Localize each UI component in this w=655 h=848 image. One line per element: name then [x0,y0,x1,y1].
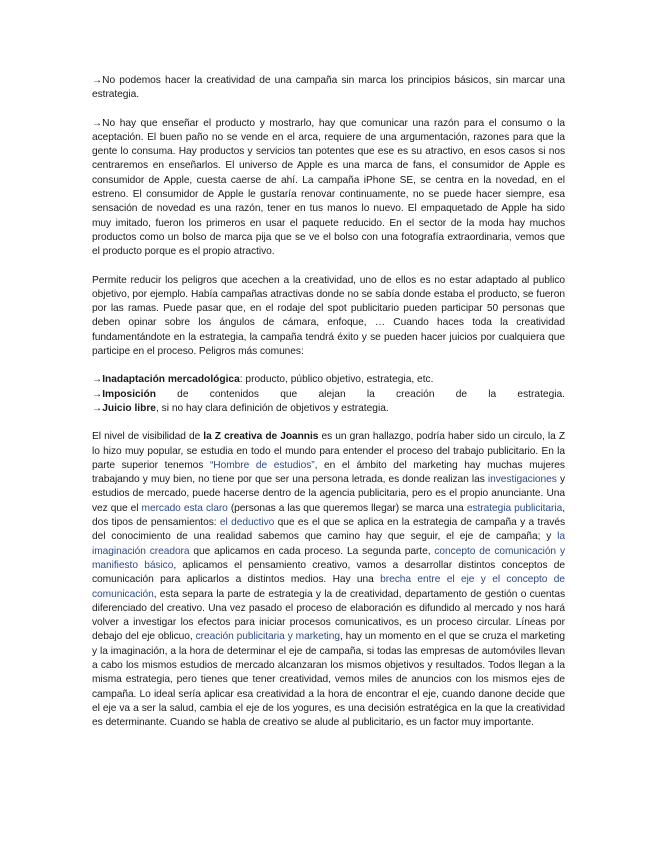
paragraph-product-reason: →No hay que enseñar el producto y mostrarlo, hay que comunicar una razón para el consumo o la aceptación. El buen paño no se vende en el arca, requiere de una argumentación, razones para que la gente lo consuma. Hay productos y servicios tan potentes que ese es su atractivo, en esos casos si nos centraremos en enseñarlos. El universo de Apple es una marca de fans, el consumidor de Apple es consumidor de Apple, cuesta caerse de ahí. La campaña iPhone SE, se centra en la novedad, en el estreno. El consumidor de Apple le gustaría renovar continuamente, no se puede hacer siempre, esa sensación de novedad es una razón, tener en tus manos lo nuevo. El empaquetado de Apple ha sido muy imitado, fueron los primeros en usar el paquete reducido. En el sector de la moda hay muchos productos como un bolso de marca pija que se ve el bolso con una fotografía extraordinaria, vemos que el producto porque es el propio atractivo. [92,117,565,258]
highlight-term: mercado esta claro [141,502,228,514]
text-run: , esta separa la parte de estrategia y la de creatividad, departamento de gestión o cuentas diferenciado del creativo. Una vez pasado el proceso de elaboración es difundido al mercado y nos hará volver a investigar los efectos para iniciar procesos comunicativos, es un proceso circular. Líneas por debajo del eje oblicuo, [92,588,565,643]
list-text: de contenidos que alejan la creación de la estrategia. [155,388,565,400]
bold-term: la Z creativa de Joannis [203,431,319,443]
arrow-icon: → [92,402,103,414]
text-run: es un gran hallazgo, podría haber sido un circulo, la Z lo hizo muy popular, se estudia en todo el mundo para entender el proceso del trabajo publicitario. En la parte superior tenemos [92,431,565,471]
list-item [92,373,565,387]
list-item [92,388,565,402]
highlight-term: “Hombre de estudios” [209,459,315,471]
paragraph-principles: →No podemos hacer la creatividad de una campaña sin marca los principios básicos, sin marcar una estrategia. [92,75,565,101]
arrow-icon: → [92,374,103,386]
text-run: , dos tipos de pensamientos: [92,502,565,529]
list-text: : producto, público objetivo, estrategia, etc. [239,374,434,386]
highlight-term: el deductivo [219,517,275,529]
text-run: El nivel de visibilidad de [92,431,204,443]
text-run: , aplicamos el pensamiento creativo, vamos a desarrollar distintos conceptos de comunicación para aplicarlos a distintos medios. Hay una [92,559,565,586]
arrow-icon: → [92,388,103,400]
paragraph-z-creativa [92,430,565,730]
text-run: , en el ámbito del marketing hay muchas mujeres trabajando y muy bien, no tiene por que ser una persona letrada, es donde realizan las [92,459,565,486]
highlight-term: estrategia publicitaria [466,502,563,514]
highlight-term: la imaginación creadora [92,531,565,557]
text-run: que es el que se aplica en la estrategia de campaña y a través del conocimiento de una realidad sabemos que camino hay que seguir, el eje de campaña; y [92,517,565,543]
highlight-term: concepto de comunicación y manifiesto básico [92,545,565,571]
text-run: que aplicamos en cada proceso. La segunda parte, [189,545,435,557]
highlight-term: creación publicitaria y marketing [195,631,340,643]
dangers-list [92,373,565,416]
text-run: (personas a las que queremos llegar) se marca una [227,502,467,514]
text-run: y estudios de mercado, puede hacerse dentro de la agencia publicitaria, pero es el propio anunciante. Una vez que el [92,474,565,514]
list-text: , si no hay clara definición de objetivos y estrategia. [155,402,389,414]
list-item [92,402,565,416]
highlight-term: brecha entre el eje y el concepto de comunicación [92,574,565,600]
list-term: Juicio libre [102,402,156,414]
list-term: Inadaptación mercadológica [102,374,240,386]
text-run: , hay un momento en el que se cruza el marketing y la imaginación, a la hora de determinar el eje de campaña, si todas las empresas de automóviles llevan a cabo los mismos estudios de mercado alcanzaran los mismos objetivos y resultados. Todos llegan a la misma estrategia, pero tienes que tener creatividad, vemos miles de anuncios con los mismos ejes de campaña. Lo ideal sería aplicar esa creatividad a la hora de encontrar el eje, cuando danone decide que el eje va a ser la salud, cambia el eje de los yogures, es una decisión estratégica en la que la creatividad es determinante. Cuando se habla de creativo se alude al publicitario, es un factor muy importante. [92,631,565,729]
list-term: Imposición [102,388,156,400]
paragraph-dangers: Permite reducir los peligros que acechen a la creatividad, uno de ellos es no estar adaptado al publico objetivo, por ejemplo. Había campañas atractivas donde no se sabía donde estaba el producto, se fueron por las ramas. Puede pasar que, en el rodaje del spot publicitario pueden participar 50 personas que deben opinar sobre los ángulos de cámara, enfoque, … Cuando haces toda la creatividad fundamentándote en la estrategia, la campaña tendrá éxito y se pueden hacer juicios por cualquiera que participe en el proceso. Peligros más comunes: [92,274,565,358]
highlight-term: investigaciones [487,474,557,486]
